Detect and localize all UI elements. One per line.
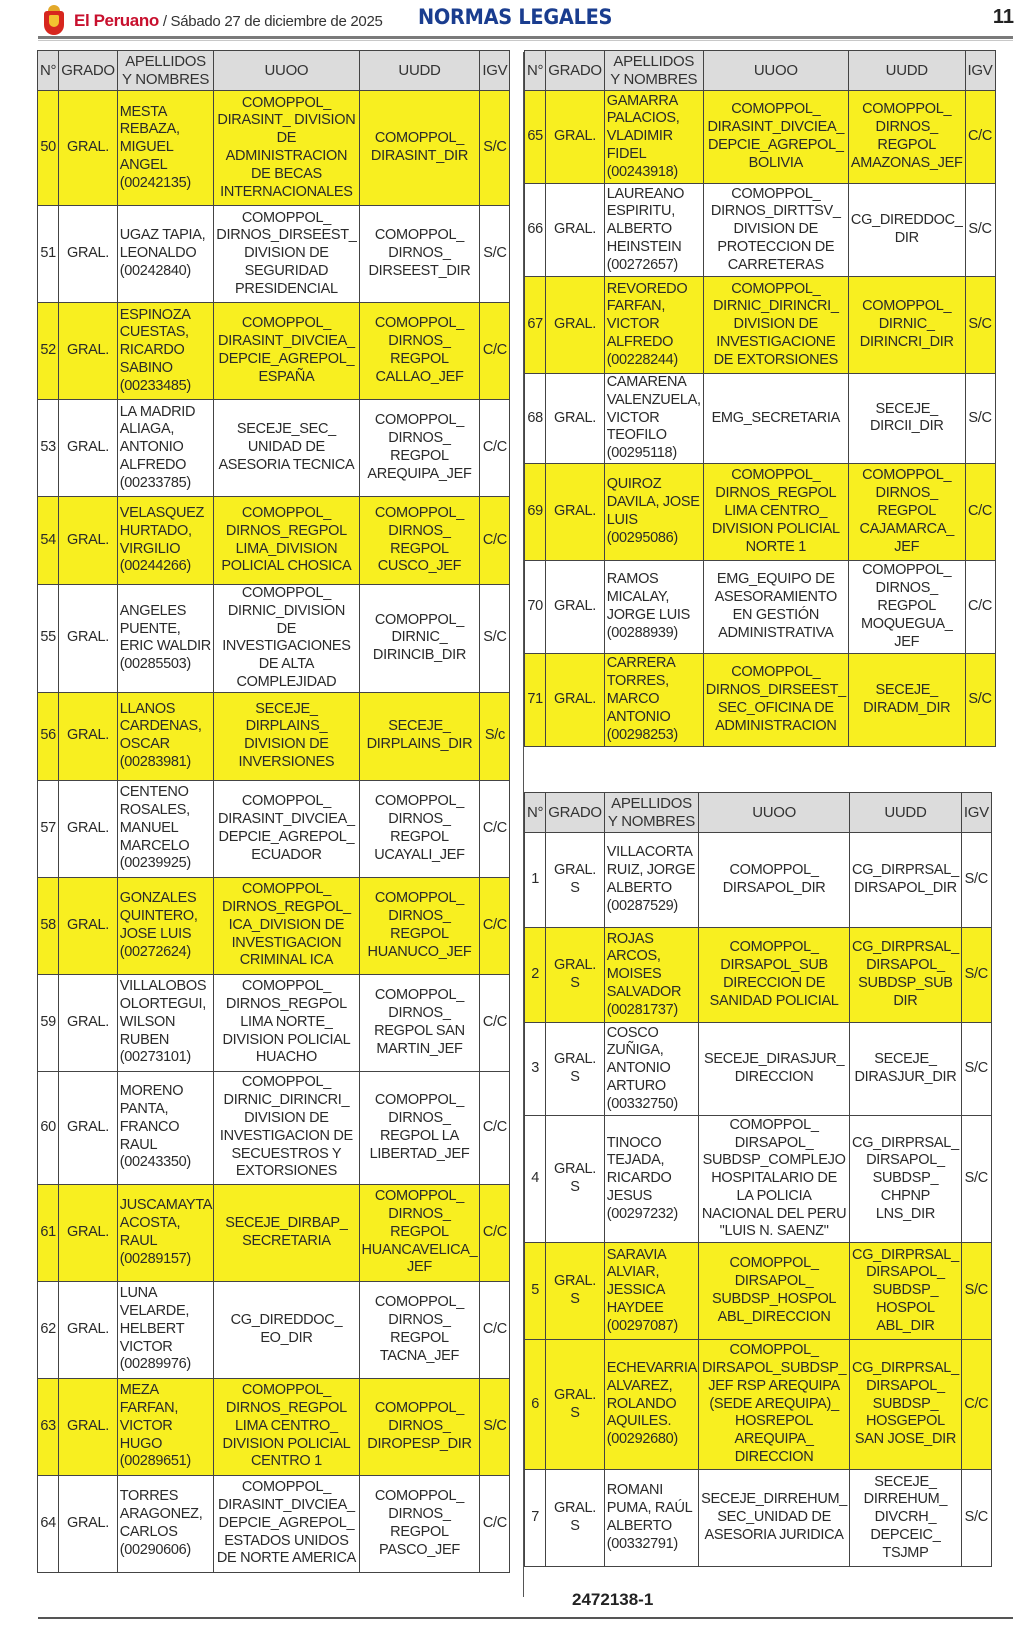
igv-cell: C/C — [965, 560, 995, 653]
name-cell: REVOREDO FARFAN, VICTOR ALFREDO (00228244) — [604, 277, 703, 374]
rank-cell: GRAL. — [59, 400, 118, 497]
uudd-cell: COMOPPOL_ DIRNOS_ REGPOL CALLAO_JEF — [359, 303, 480, 400]
page-number: 11 — [992, 6, 1014, 28]
uudd-cell: COMOPPOL_ DIRASINT_DIR — [359, 91, 480, 206]
header-n: N° — [38, 51, 59, 91]
table-row — [38, 400, 510, 497]
header-grado: GRADO — [546, 51, 605, 91]
name-cell: QUIROZ DAVILA, JOSE LUIS (00295086) — [604, 463, 703, 560]
rank-cell: GRAL. — [59, 1281, 118, 1378]
rank-cell: GRAL. S — [546, 1340, 605, 1470]
uuoo-cell: COMOPPOL_ DIRSAPOL_SUB DIRECCION DE SANIDAD POLICIAL — [699, 928, 850, 1023]
rank-cell: GRAL. — [546, 560, 605, 653]
igv-cell: C/C — [480, 877, 510, 974]
name-cell: MEZA FARFAN, VICTOR HUGO (00289651) — [117, 1378, 214, 1475]
rank-cell: GRAL. — [59, 497, 118, 585]
uuoo-cell: COMOPPOL_ DIRASINT_ DIVISION DE ADMINISTRACION DE BECAS INTERNACIONALES — [214, 91, 359, 206]
igv-cell: S/C — [961, 833, 991, 928]
table-row — [525, 928, 992, 1023]
table-row — [525, 374, 996, 464]
uuoo-cell: COMOPPOL_ DIRASINT_DIVCIEA_ DEPCIE_AGREPOL_ ESTADOS UNIDOS DE NORTE AMERICA — [214, 1475, 359, 1572]
uuoo-cell: COMOPPOL_ DIRNOS_DIRTTSV_ DIVISION DE PROTECCION DE CARRETERAS — [703, 184, 848, 277]
header-uudd: UUDD — [850, 793, 962, 833]
igv-cell: C/C — [480, 400, 510, 497]
uuoo-cell: COMOPPOL_ DIRSAPOL_SUBDSP_ JEF RSP AREQUIPA (SEDE AREQUIPA)_ HOSREPOL AREQUIPA_ DIRECCION — [699, 1340, 850, 1470]
table-row — [38, 1475, 510, 1572]
name-cell: VILLALOBOS OLORTEGUI, WILSON RUBEN (00273101) — [117, 974, 214, 1071]
table-row — [38, 303, 510, 400]
uuoo-cell: EMG_EQUIPO DE ASESORAMIENTO EN GESTIÓN ADMINISTRATIVA — [703, 560, 848, 653]
name-cell: ROJAS ARCOS, MOISES SALVADOR (00281737) — [604, 928, 698, 1023]
brand-name: El Peruano — [74, 11, 159, 30]
uuoo-cell: COMOPPOL_ DIRNOS_DIRSEEST_ SEC_OFICINA DE ADMINISTRACION — [703, 653, 848, 746]
uuoo-cell: COMOPPOL_ DIRNIC_DIRINCRI_ DIVISION DE INVESTIGACION DE SECUESTROS Y EXTORSIONES — [214, 1071, 359, 1184]
row-number: 67 — [525, 277, 546, 374]
uudd-cell: COMOPPOL_ DIRNOS_ REGPOL AREQUIPA_JEF — [359, 400, 480, 497]
table-row — [525, 833, 992, 928]
name-cell: VELASQUEZ HURTADO, VIRGILIO (00244266) — [117, 497, 214, 585]
row-number: 69 — [525, 463, 546, 560]
uuoo-cell: SECEJE_DIRASJUR_ DIRECCION — [699, 1023, 850, 1116]
header-uudd: UUDD — [359, 51, 480, 91]
uuoo-cell: COMOPPOL_ DIRNOS_REGPOL LIMA_DIVISION POLICIAL CHOSICA — [214, 497, 359, 585]
name-cell: LA MADRID ALIAGA, ANTONIO ALFREDO (00233785) — [117, 400, 214, 497]
name-cell: RAMOS MICALAY, JORGE LUIS (00288939) — [604, 560, 703, 653]
uuoo-cell: COMOPPOL_ DIRASINT_DIVCIEA_ DEPCIE_AGREPOL_ ECUADOR — [214, 780, 359, 877]
table-row — [525, 1023, 992, 1116]
rank-cell: GRAL. — [59, 303, 118, 400]
rank-cell: GRAL. — [59, 585, 118, 693]
header-uuoo: UUOO — [703, 51, 848, 91]
uuoo-cell: COMOPPOL_ DIRNOS_DIRSEEST_ DIVISION DE SEGURIDAD PRESIDENCIAL — [214, 206, 359, 303]
table-row — [38, 1184, 510, 1281]
row-number: 2 — [525, 928, 546, 1023]
igv-cell: S/C — [961, 1023, 991, 1116]
header-uuoo: UUOO — [699, 793, 850, 833]
row-number: 65 — [525, 91, 546, 184]
header-igv: IGV — [961, 793, 991, 833]
rank-cell: GRAL. — [59, 1475, 118, 1572]
name-cell: GAMARRA PALACIOS, VLADIMIR FIDEL (00243918) — [604, 91, 703, 184]
name-cell: TORRES ARAGONEZ, CARLOS (00290606) — [117, 1475, 214, 1572]
uudd-cell: COMOPPOL_ DIRNOS_ REGPOL HUANUCO_JEF — [359, 877, 480, 974]
igv-cell: S/C — [961, 1116, 991, 1243]
rank-cell: GRAL. — [546, 463, 605, 560]
table-row — [38, 1071, 510, 1184]
uudd-cell: COMOPPOL_ DIRNOS_ DIROPESP_DIR — [359, 1378, 480, 1475]
table-row — [525, 653, 996, 746]
rank-cell: GRAL. — [59, 1184, 118, 1281]
rank-cell: GRAL. — [59, 974, 118, 1071]
table-row — [38, 692, 510, 780]
table-row — [525, 1116, 992, 1243]
row-number: 68 — [525, 374, 546, 464]
row-number: 63 — [38, 1378, 59, 1475]
igv-cell: S/C — [961, 1470, 991, 1567]
rank-cell: GRAL. — [59, 877, 118, 974]
rank-cell: GRAL. — [59, 780, 118, 877]
igv-cell: C/C — [480, 974, 510, 1071]
igv-cell: S/C — [961, 1243, 991, 1340]
uudd-cell: SECEJE_ DIRREHUM_ DIVCRH_ DEPCEIC_ TSJMP — [850, 1470, 962, 1567]
rank-cell: GRAL. S — [546, 1116, 605, 1243]
name-cell: MORENO PANTA, FRANCO RAUL (00243350) — [117, 1071, 214, 1184]
name-cell: JUSCAMAYTA ACOSTA, RAUL (00289157) — [117, 1184, 214, 1281]
uuoo-cell: COMOPPOL_ DIRASINT_DIVCIEA_ DEPCIE_AGREPOL_ BOLIVIA — [703, 91, 848, 184]
header-grado: GRADO — [546, 793, 605, 833]
rank-cell: GRAL. S — [546, 1470, 605, 1567]
name-cell: ROMANI PUMA, RAÚL ALBERTO (00332791) — [604, 1470, 698, 1567]
row-number: 5 — [525, 1243, 546, 1340]
row-number: 51 — [38, 206, 59, 303]
row-number: 50 — [38, 91, 59, 206]
row-number: 60 — [38, 1071, 59, 1184]
header-uudd: UUDD — [848, 51, 965, 91]
header-nombres: APELLIDOS Y NOMBRES — [604, 51, 703, 91]
igv-cell: S/C — [480, 1378, 510, 1475]
header-igv: IGV — [480, 51, 510, 91]
igv-cell: S/C — [965, 277, 995, 374]
uudd-cell: COMOPPOL_ DIRNOS_ DIRSEEST_DIR — [359, 206, 480, 303]
rank-cell: GRAL. S — [546, 833, 605, 928]
uudd-cell: SECEJE_ DIRPLAINS_DIR — [359, 692, 480, 780]
row-number: 7 — [525, 1470, 546, 1567]
igv-cell: C/C — [480, 780, 510, 877]
table-row — [525, 1470, 992, 1567]
igv-cell: C/C — [480, 497, 510, 585]
uudd-cell: CG_DIRPRSAL_ DIRSAPOL_DIR — [850, 833, 962, 928]
rank-cell: GRAL. — [546, 184, 605, 277]
table-row — [38, 974, 510, 1071]
uuoo-cell: COMOPPOL_ DIRSAPOL_ SUBDSP_COMPLEJO HOSPITALARIO DE LA POLICIA NACIONAL DEL PERU "LUIS N. SAENZ" — [699, 1116, 850, 1243]
row-number: 56 — [38, 692, 59, 780]
section-title: NORMAS LEGALES — [418, 5, 613, 29]
row-number: 54 — [38, 497, 59, 585]
uuoo-cell: COMOPPOL_ DIRSAPOL_DIR — [699, 833, 850, 928]
uudd-cell: SECEJE_ DIRASJUR_DIR — [850, 1023, 962, 1116]
row-number: 3 — [525, 1023, 546, 1116]
name-cell: TINOCO TEJADA, RICARDO JESUS (00297232) — [604, 1116, 698, 1243]
footer-rule — [38, 1617, 1013, 1619]
uuoo-cell: SECEJE_ DIRPLAINS_ DIVISION DE INVERSIONES — [214, 692, 359, 780]
row-number: 61 — [38, 1184, 59, 1281]
row-number: 53 — [38, 400, 59, 497]
uuoo-cell: COMOPPOL_ DIRNOS_REGPOL LIMA NORTE_ DIVISION POLICIAL HUACHO — [214, 974, 359, 1071]
rank-cell: GRAL. — [59, 91, 118, 206]
table-row — [525, 184, 996, 277]
uuoo-cell: COMOPPOL_ DIRNIC_DIRINCRI_ DIVISION DE INVESTIGACIONE DE EXTORSIONES — [703, 277, 848, 374]
uuoo-cell: COMOPPOL_ DIRNOS_REGPOL LIMA CENTRO_ DIVISION POLICIAL NORTE 1 — [703, 463, 848, 560]
igv-cell: S/C — [480, 206, 510, 303]
rank-cell: GRAL. — [59, 1378, 118, 1475]
uuoo-cell: COMOPPOL_ DIRSAPOL_ SUBDSP_HOSPOL ABL_DIRECCION — [699, 1243, 850, 1340]
name-cell: CENTENO ROSALES, MANUEL MARCELO (00239925) — [117, 780, 214, 877]
uudd-cell: COMOPPOL_ DIRNOS_ REGPOL CUSCO_JEF — [359, 497, 480, 585]
uudd-cell: SECEJE_ DIRCII_DIR — [848, 374, 965, 464]
rank-cell: GRAL. S — [546, 928, 605, 1023]
rank-cell: GRAL. S — [546, 1243, 605, 1340]
name-cell: LLANOS CARDENAS, OSCAR (00283981) — [117, 692, 214, 780]
uudd-cell: COMOPPOL_ DIRNOS_ REGPOL HUANCAVELICA_ JEF — [359, 1184, 480, 1281]
name-cell: ANGELES PUENTE, ERIC WALDIR (00285503) — [117, 585, 214, 693]
row-number: 6 — [525, 1340, 546, 1470]
table-row — [525, 1243, 992, 1340]
uudd-cell: CG_DIRPRSAL_ DIRSAPOL_ SUBDSP_ HOSGEPOL SAN JOSE_DIR — [850, 1340, 962, 1470]
igv-cell: C/C — [480, 1475, 510, 1572]
row-number: 70 — [525, 560, 546, 653]
uuoo-cell: COMOPPOL_ DIRNOS_REGPOL LIMA CENTRO_ DIVISION POLICIAL CENTRO 1 — [214, 1378, 359, 1475]
table-left — [37, 50, 510, 1573]
igv-cell: C/C — [965, 91, 995, 184]
row-number: 59 — [38, 974, 59, 1071]
name-cell: UGAZ TAPIA, LEONALDO (00242840) — [117, 206, 214, 303]
name-cell: CARRERA TORRES, MARCO ANTONIO (00298253) — [604, 653, 703, 746]
uuoo-cell: CG_DIREDDOC_ EO_DIR — [214, 1281, 359, 1378]
header-uuoo: UUOO — [214, 51, 359, 91]
publication-code: 2472138-1 — [572, 1590, 654, 1609]
igv-cell: C/C — [965, 463, 995, 560]
row-number: 55 — [38, 585, 59, 693]
rank-cell: GRAL. — [546, 277, 605, 374]
table-row — [525, 560, 996, 653]
name-cell: SARAVIA ALVIAR, JESSICA HAYDEE (00297087) — [604, 1243, 698, 1340]
row-number: 4 — [525, 1116, 546, 1243]
table-row — [38, 497, 510, 585]
uudd-cell: COMOPPOL_ DIRNIC_ DIRINCIB_DIR — [359, 585, 480, 693]
name-cell: MESTA REBAZA, MIGUEL ANGEL (00242135) — [117, 91, 214, 206]
row-number: 66 — [525, 184, 546, 277]
uudd-cell: CG_DIRPRSAL_ DIRSAPOL_ SUBDSP_SUB DIR — [850, 928, 962, 1023]
name-cell: LAUREANO ESPIRITU, ALBERTO HEINSTEIN (00272657) — [604, 184, 703, 277]
table-row — [38, 206, 510, 303]
header-rule — [38, 36, 1013, 39]
igv-cell: S/C — [480, 585, 510, 693]
row-number: 52 — [38, 303, 59, 400]
uuoo-cell: SECEJE_DIRBAP_ SECRETARIA — [214, 1184, 359, 1281]
igv-cell: C/C — [480, 1184, 510, 1281]
rank-cell: GRAL. — [59, 1071, 118, 1184]
row-number: 64 — [38, 1475, 59, 1572]
uuoo-cell: COMOPPOL_ DIRNOS_REGPOL_ ICA_DIVISION DE INVESTIGACION CRIMINAL ICA — [214, 877, 359, 974]
uudd-cell: CG_DIRPRSAL_ DIRSAPOL_ SUBDSP_ CHPNP LNS_DIR — [850, 1116, 962, 1243]
igv-cell: S/C — [480, 91, 510, 206]
igv-cell: S/C — [965, 184, 995, 277]
uudd-cell: COMOPPOL_ DIRNOS_ REGPOL UCAYALI_JEF — [359, 780, 480, 877]
table-row — [38, 1281, 510, 1378]
uudd-cell: COMOPPOL_ DIRNOS_ REGPOL LA LIBERTAD_JEF — [359, 1071, 480, 1184]
uuoo-cell: SECEJE_SEC_ UNIDAD DE ASESORIA TECNICA — [214, 400, 359, 497]
igv-cell: S/C — [965, 653, 995, 746]
igv-cell: S/c — [480, 692, 510, 780]
name-cell: GONZALES QUINTERO, JOSE LUIS (00272624) — [117, 877, 214, 974]
header-nombres: APELLIDOS Y NOMBRES — [117, 51, 214, 91]
name-cell: CAMARENA VALENZUELA, VICTOR TEOFILO (00295118) — [604, 374, 703, 464]
table-row — [38, 877, 510, 974]
igv-cell: C/C — [961, 1340, 991, 1470]
igv-cell: S/C — [961, 928, 991, 1023]
name-cell: VILLACORTA RUIZ, JORGE ALBERTO (00287529) — [604, 833, 698, 928]
name-cell: ESPINOZA CUESTAS, RICARDO SABINO (00233485) — [117, 303, 214, 400]
table-row — [38, 780, 510, 877]
uuoo-cell: EMG_SECRETARIA — [703, 374, 848, 464]
table-row — [38, 1378, 510, 1475]
header-igv: IGV — [965, 51, 995, 91]
rank-cell: GRAL. S — [546, 1023, 605, 1116]
header-nombres: APELLIDOS Y NOMBRES — [604, 793, 698, 833]
uuoo-cell: COMOPPOL_ DIRNIC_DIVISION DE INVESTIGACIONES DE ALTA COMPLEJIDAD — [214, 585, 359, 693]
row-number: 71 — [525, 653, 546, 746]
header-grado: GRADO — [59, 51, 118, 91]
row-number: 62 — [38, 1281, 59, 1378]
table-row — [38, 585, 510, 693]
header-n: N° — [525, 793, 546, 833]
table-row — [525, 1340, 992, 1470]
uudd-cell: CG_DIRPRSAL_ DIRSAPOL_ SUBDSP_ HOSPOL ABL_DIR — [850, 1243, 962, 1340]
rank-cell: GRAL. — [546, 653, 605, 746]
uudd-cell: COMOPPOL_ DIRNOS_ REGPOL PASCO_JEF — [359, 1475, 480, 1572]
uudd-cell: COMOPPOL_ DIRNOS_ REGPOL SAN MARTIN_JEF — [359, 974, 480, 1071]
uudd-cell: COMOPPOL_ DIRNOS_ REGPOL MOQUEGUA_ JEF — [848, 560, 965, 653]
uudd-cell: COMOPPOL_ DIRNOS_ REGPOL AMAZONAS_JEF — [848, 91, 965, 184]
name-cell: LUNA VELARDE, HELBERT VICTOR (00289976) — [117, 1281, 214, 1378]
table-right-top — [524, 50, 996, 747]
table-row — [525, 463, 996, 560]
rank-cell: GRAL. — [59, 692, 118, 780]
header-n: N° — [525, 51, 546, 91]
row-number: 58 — [38, 877, 59, 974]
igv-cell: C/C — [480, 303, 510, 400]
uuoo-cell: SECEJE_DIRREHUM_ SEC_UNIDAD DE ASESORIA JURIDICA — [699, 1470, 850, 1567]
uudd-cell: COMOPPOL_ DIRNOS_ REGPOL CAJAMARCA_ JEF — [848, 463, 965, 560]
rank-cell: GRAL. — [546, 91, 605, 184]
table-row — [525, 277, 996, 374]
row-number: 1 — [525, 833, 546, 928]
table-row — [38, 91, 510, 206]
uudd-cell: CG_DIREDDOC_ DIR — [848, 184, 965, 277]
publication-date: / Sábado 27 de diciembre de 2025 — [162, 12, 383, 30]
row-number: 57 — [38, 780, 59, 877]
table-right-bottom — [524, 792, 992, 1567]
header-rule-thin — [38, 40, 1013, 41]
uuoo-cell: COMOPPOL_ DIRASINT_DIVCIEA_ DEPCIE_AGREPOL_ ESPAÑA — [214, 303, 359, 400]
name-cell: ECHEVARRIA ALVAREZ, ROLANDO AQUILES. (00292680) — [604, 1340, 698, 1470]
uudd-cell: SECEJE_ DIRADM_DIR — [848, 653, 965, 746]
peru-coat-of-arms-icon — [38, 5, 70, 37]
rank-cell: GRAL. — [59, 206, 118, 303]
table-row — [525, 91, 996, 184]
uudd-cell: COMOPPOL_ DIRNIC_ DIRINCRI_DIR — [848, 277, 965, 374]
name-cell: COSCO ZUÑIGA, ANTONIO ARTURO (00332750) — [604, 1023, 698, 1116]
igv-cell: C/C — [480, 1071, 510, 1184]
igv-cell: C/C — [480, 1281, 510, 1378]
uudd-cell: COMOPPOL_ DIRNOS_ REGPOL TACNA_JEF — [359, 1281, 480, 1378]
rank-cell: GRAL. — [546, 374, 605, 464]
igv-cell: S/C — [965, 374, 995, 464]
